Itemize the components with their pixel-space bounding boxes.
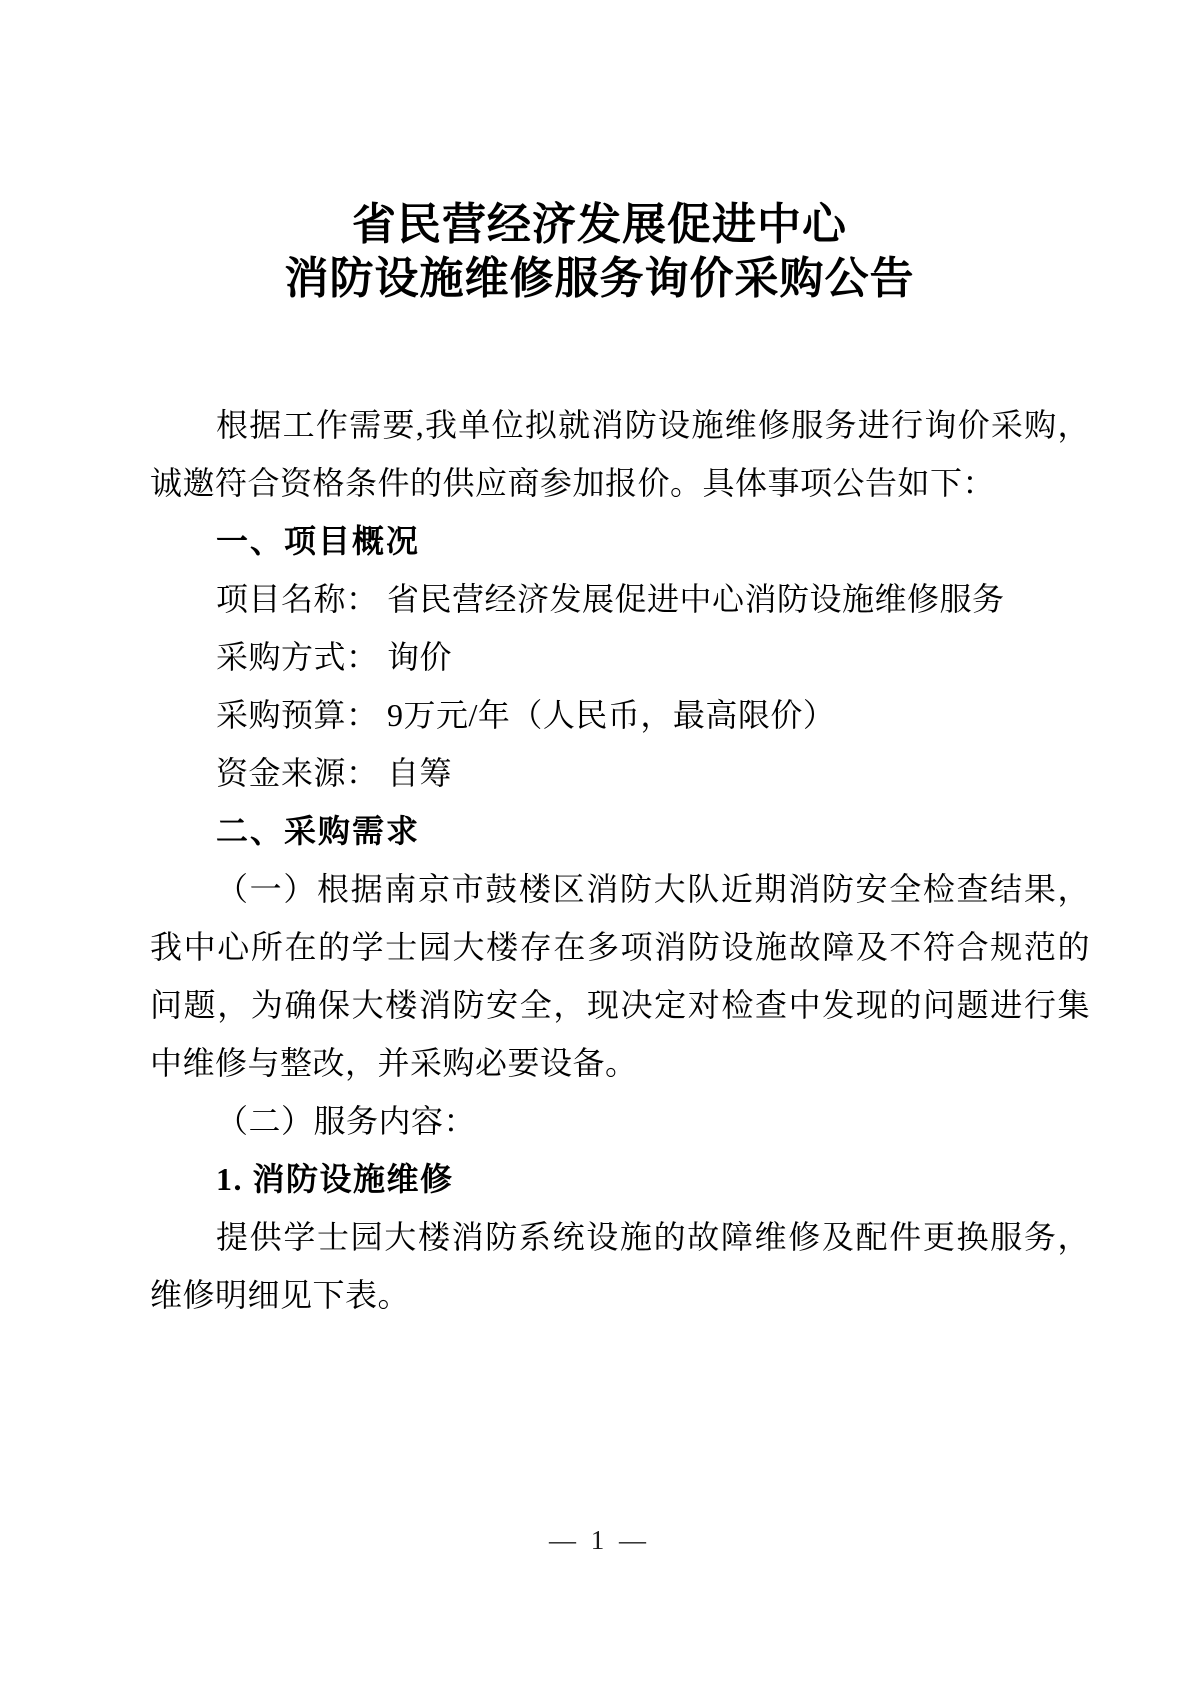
page-number: — 1 — (549, 1525, 650, 1555)
document-title-line2: 消防设施维修服务询价采购公告 (284, 254, 915, 303)
service-item-1-subheading: 1. 消防设施维修 (216, 1161, 454, 1197)
purchase-method-item: 采购方式： 询价 (216, 639, 453, 675)
section-1-heading: 一、项目概况 (216, 523, 421, 559)
document-title (0, 198, 1199, 306)
document-title-line1: 省民营经济发展促进中心 (352, 200, 847, 249)
page-footer (0, 1522, 1199, 1558)
intro-paragraph: 根据工作需要,我单位拟就消防设施维修服务进行询价采购，诚邀符合资格条件的供应商参加报价。具体事项公告如下： (150, 407, 1090, 501)
funding-source-item: 资金来源： 自筹 (216, 755, 453, 791)
requirement-paragraph-1: （一）根据南京市鼓楼区消防大队近期消防安全检查结果，我中心所在的学士园大楼存在多项消防设施故障及不符合规范的问题，为确保大楼消防安全，现决定对检查中发现的问题进行集中维修与整改，并采购必要设备。 (150, 871, 1090, 1081)
section-2-heading: 二、采购需求 (216, 813, 421, 849)
project-name-item: 项目名称： 省民营经济发展促进中心消防设施维修服务 (216, 581, 1005, 617)
service-item-1-description: 提供学士园大楼消防系统设施的故障维修及配件更换服务，维修明细见下表。 (150, 1219, 1090, 1313)
service-content-paragraph: （二）服务内容： (216, 1103, 477, 1139)
document-body (150, 396, 1090, 1324)
purchase-budget-item: 采购预算： 9万元/年（人民币，最高限价） (216, 697, 836, 733)
